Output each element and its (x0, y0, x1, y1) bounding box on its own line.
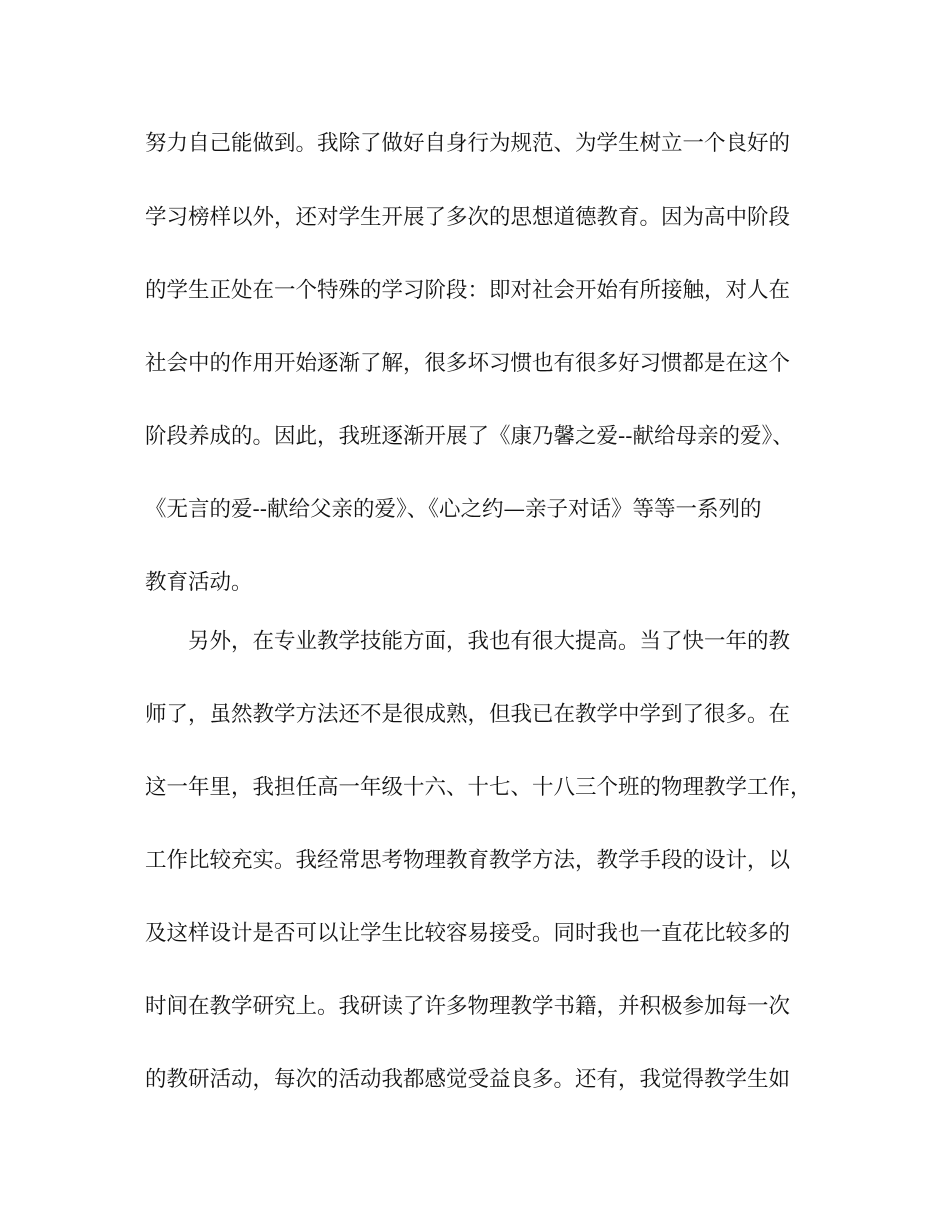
paragraph-line: 社会中的作用开始逐渐了解，很多坏习惯也有很多好习惯都是在这个 (145, 351, 791, 376)
paragraph-line: 工作比较充实。我经常思考物理教育教学方法，教学手段的设计，以 (145, 848, 791, 873)
paragraph-line: 的教研活动，每次的活动我都感觉受益良多。还有，我觉得教学生如 (145, 1067, 791, 1092)
paragraph-line: 《无言的爱--献给父亲的爱》、《心之约—亲子对话》等等一系列的 (145, 497, 762, 522)
paragraph-line: 的学生正处在一个特殊的学习阶段：即对社会开始有所接触，对人在 (145, 278, 791, 303)
paragraph-line: 教育活动。 (145, 570, 253, 595)
paragraph-line: 时间在教学研究上。我研读了许多物理教学书籍，并积极参加每一次 (145, 994, 791, 1019)
paragraph-line: 另外，在专业教学技能方面，我也有很大提高。当了快一年的教 (188, 629, 791, 654)
paragraph-line: 努力自己能做到。我除了做好自身行为规范、为学生树立一个良好的 (145, 131, 791, 156)
paragraph-line: 学习榜样以外，还对学生开展了多次的思想道德教育。因为高中阶段 (145, 205, 791, 230)
paragraph-line: 这一年里，我担任高一年级十六、十七、十八三个班的物理教学工作， (145, 775, 812, 800)
paragraph-line: 师了，虽然教学方法还不是很成熟，但我已在教学中学到了很多。在 (145, 702, 791, 727)
paragraph-line: 及这样设计是否可以让学生比较容易接受。同时我也一直花比较多的 (145, 921, 791, 946)
paragraph-line: 阶段养成的。因此，我班逐渐开展了《康乃馨之爱--献给母亲的爱》、 (145, 424, 794, 449)
